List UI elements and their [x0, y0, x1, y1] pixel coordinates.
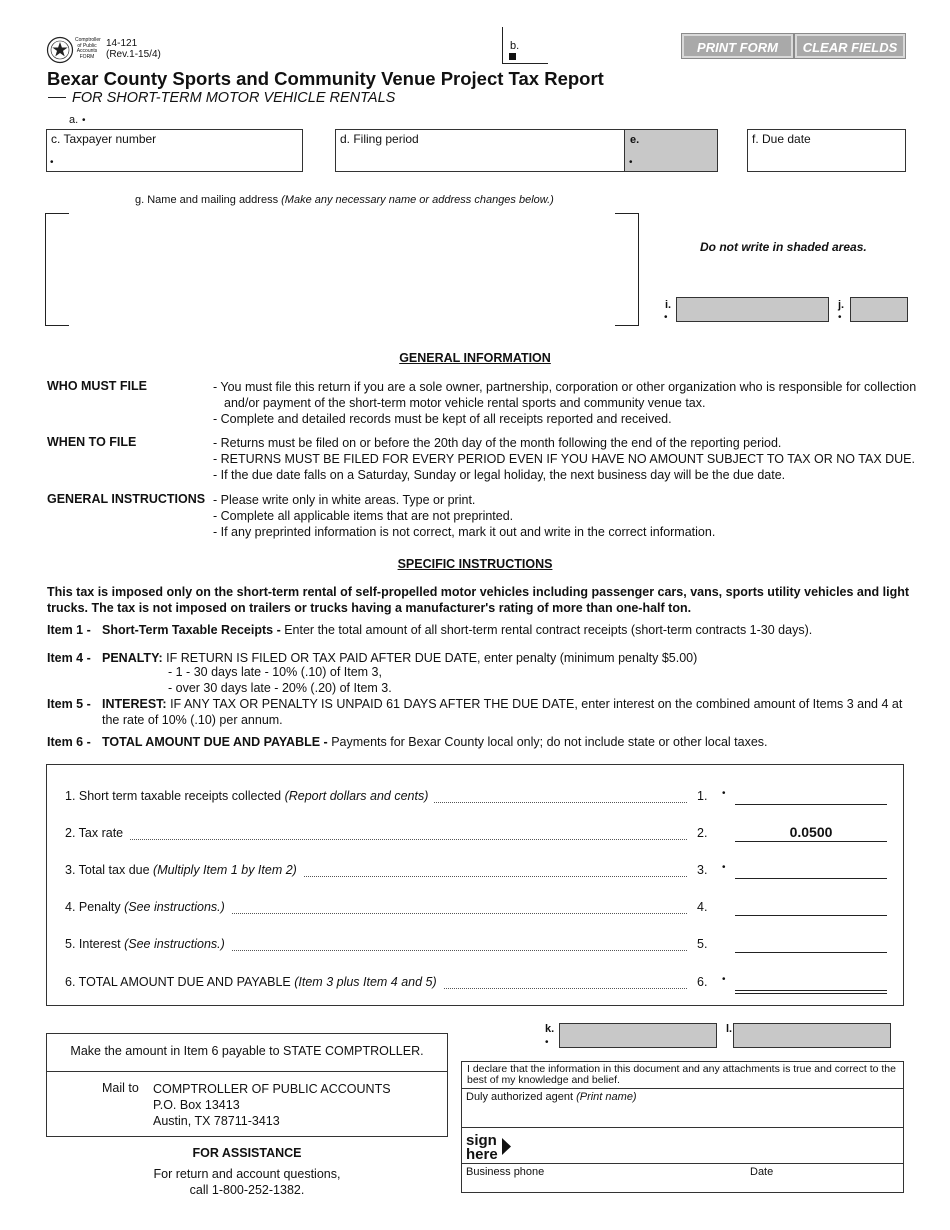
line-label-text: 5. Interest: [65, 937, 125, 951]
line-label: [65, 975, 443, 989]
general-instructions-heading: GENERAL INSTRUCTIONS: [47, 492, 206, 506]
address-label-note: (Make any necessary name or address changes below.): [281, 194, 554, 206]
field-e-label: e.: [630, 134, 640, 146]
signature-line[interactable]: [462, 1163, 903, 1164]
form-revision: (Rev.1-15/4): [106, 49, 161, 60]
tax-line-1: [65, 789, 890, 809]
line-label-note: (See instructions.): [124, 900, 225, 914]
line-label: [65, 789, 434, 803]
line-dot: •: [722, 788, 726, 799]
line-amount-field[interactable]: [735, 841, 887, 842]
tax-line-2: [65, 826, 890, 846]
specific-intro: This tax is imposed only on the short-term rental of self-propelled motor vehicles including passenger cars, vans, sports utility vehicles and light trucks. The tax is not imposed on trailers or trucks having a manufacturer's rating of more than one-half ton.: [47, 585, 909, 615]
line-dot: •: [722, 974, 726, 985]
line-number: 1.: [697, 789, 708, 803]
assistance-block: [46, 1145, 448, 1198]
agent-name-field[interactable]: [466, 1091, 637, 1103]
field-k-shaded: [559, 1023, 717, 1048]
line-value: 0.0500: [789, 824, 833, 840]
form-title: Bexar County Sports and Community Venue Project Tax Report: [47, 68, 604, 89]
line-label: [65, 937, 231, 951]
when-to-file-2: - RETURNS MUST BE FILED FOR EVERY PERIOD EVEN IF YOU HAVE NO AMOUNT SUBJECT TO TAX OR NO TAX DUE.: [213, 452, 915, 466]
field-e-dot: •: [629, 157, 633, 168]
item-1-key: Item 1 -: [47, 623, 91, 637]
agent-name-note: (Print name): [576, 1091, 637, 1103]
line-label: [65, 900, 231, 914]
line-amount-field[interactable]: [735, 952, 887, 953]
item-6-text: Payments for Bexar County local only; do not include state or other local taxes.: [327, 735, 768, 749]
address-field[interactable]: [45, 213, 639, 326]
subtitle-dash: [48, 97, 66, 98]
line-number: 4.: [697, 900, 708, 914]
line-number: 2.: [697, 826, 708, 840]
line-label-note: (See instructions.): [124, 937, 225, 951]
when-to-file-text: [213, 435, 933, 483]
print-form-button[interactable]: PRINT FORM: [682, 34, 793, 58]
when-to-file-1: - Returns must be filed on or before the 20th day of the month following the end of the reporting period.: [213, 436, 782, 450]
address-label: [135, 194, 554, 206]
line-label-text: 2. Tax rate: [65, 826, 124, 840]
business-phone-label: Business phone: [466, 1166, 545, 1178]
mailing-address-1: COMPTROLLER OF PUBLIC ACCOUNTS: [153, 1082, 391, 1096]
line-label-note: (Item 3 plus Item 4 and 5): [294, 975, 437, 989]
filing-period-field[interactable]: [335, 129, 625, 172]
item-4-sub-1: - 1 - 30 days late - 10% (.10) of Item 3,: [168, 665, 382, 679]
when-to-file-3: - If the due date falls on a Saturday, Sunday or legal holiday, the next business day will be the due date.: [213, 468, 786, 482]
item-4-text: IF RETURN IS FILED OR TAX PAID AFTER DUE DATE, enter penalty (minimum penalty $5.00): [162, 651, 698, 665]
general-instructions-1: - Please write only in white areas. Type or print.: [213, 493, 476, 507]
tax-line-5: [65, 937, 890, 957]
item-5-text: IF ANY TAX OR PENALTY IS UNPAID 61 DAYS AFTER THE DUE DATE, enter interest on the combined amount of Items 3 and 4 at the rate of 10% (.10) per annum.: [102, 697, 903, 727]
field-b-label: b.: [510, 40, 520, 52]
field-b-marker: [509, 53, 516, 60]
comptroller-seal-icon: [46, 36, 74, 64]
line-label-note: (Multiply Item 1 by Item 2): [153, 863, 297, 877]
item-4-sub-2: - over 30 days late - 20% (.20) of Item 3.: [168, 681, 392, 695]
field-i-label: i.: [665, 299, 672, 311]
who-must-file-text: [213, 379, 933, 427]
line-label-text: 4. Penalty: [65, 900, 125, 914]
line-number: 5.: [697, 937, 708, 951]
taxpayer-number-field[interactable]: [46, 129, 303, 172]
field-j-label: j.: [838, 299, 845, 311]
who-must-file-2: - Complete and detailed records must be kept of all receipts reported and received.: [213, 412, 672, 426]
field-e-shaded: [624, 129, 718, 172]
who-must-file-heading: WHO MUST FILE: [47, 379, 147, 393]
line-label: [65, 863, 303, 877]
signature-box: [461, 1061, 904, 1193]
declaration-divider: [462, 1088, 903, 1089]
tax-line-6: [65, 975, 890, 995]
clear-fields-button[interactable]: CLEAR FIELDS: [795, 34, 905, 58]
taxpayer-number-label: c. Taxpayer number: [51, 132, 157, 146]
field-i-shaded: [676, 297, 829, 322]
general-instructions-text: [213, 492, 933, 540]
assistance-line-1: For return and account questions,: [153, 1167, 341, 1181]
field-a-dot: •: [82, 115, 86, 126]
item-5-bold: INTEREST:: [102, 697, 167, 711]
line-label-text: 6. TOTAL AMOUNT DUE AND PAYABLE: [65, 975, 295, 989]
assistance-heading: FOR ASSISTANCE: [192, 1146, 302, 1160]
mailing-address-3: Austin, TX 78711-3413: [153, 1114, 280, 1128]
general-info-heading-wrap: [0, 351, 950, 365]
line-dot: •: [722, 862, 726, 873]
tax-line-3: [65, 863, 890, 883]
item-6-key: Item 6 -: [47, 735, 91, 749]
tax-line-4: [65, 900, 890, 920]
specific-instructions-heading: SPECIFIC INSTRUCTIONS: [397, 557, 553, 571]
address-label-text: g. Name and mailing address: [135, 194, 279, 206]
agent-name-label: Duly authorized agent: [466, 1091, 574, 1103]
form-subtitle: FOR SHORT-TERM MOTOR VEHICLE RENTALS: [72, 90, 396, 106]
field-b-divider: [502, 27, 503, 63]
payment-divider: [47, 1071, 447, 1072]
field-l-label: l.: [726, 1023, 733, 1035]
sign-here-arrow-icon: [502, 1138, 511, 1155]
field-j-dot: •: [838, 312, 842, 323]
double-underline: [735, 993, 887, 994]
line-label: [65, 826, 129, 840]
item-4-bold: PENALTY:: [102, 651, 163, 665]
field-j-shaded: [850, 297, 908, 322]
line-number: 3.: [697, 863, 708, 877]
line-number: 6.: [697, 975, 708, 989]
field-k-dot: •: [545, 1037, 549, 1048]
agent-divider: [462, 1127, 903, 1128]
line-amount-field[interactable]: [735, 878, 887, 879]
item-1-bold: Short-Term Taxable Receipts -: [102, 623, 281, 637]
field-a-label: a.: [69, 114, 79, 126]
leader-dots: [65, 839, 687, 840]
general-instructions-3: - If any preprinted information is not correct, mark it out and write in the correct information.: [213, 525, 716, 539]
line-amount-field[interactable]: [735, 990, 887, 991]
general-instructions-2: - Complete all applicable items that are not preprinted.: [213, 509, 514, 523]
field-k-label: k.: [545, 1023, 555, 1035]
mailing-address-2: P.O. Box 13413: [153, 1098, 240, 1112]
due-date-field[interactable]: [747, 129, 906, 172]
item-1-text: Enter the total amount of all short-term rental contract receipts (short-term contracts 1-30 days).: [280, 623, 813, 637]
line-label-text: 3. Total tax due: [65, 863, 154, 877]
form-number: 14-121: [106, 38, 138, 49]
field-l-shaded: [733, 1023, 891, 1048]
item-6-bold: TOTAL AMOUNT DUE AND PAYABLE -: [102, 735, 328, 749]
taxpayer-number-dot: •: [50, 157, 54, 168]
declaration-text: I declare that the information in this document and any attachments is true and correct to the best of my knowledge and belief.: [467, 1063, 896, 1086]
date-label: Date: [750, 1166, 774, 1178]
line-label-text: 1. Short term taxable receipts collected: [65, 789, 285, 803]
mail-to-label: Mail to: [102, 1081, 139, 1095]
filing-period-label: d. Filing period: [340, 132, 419, 146]
due-date-label: f. Due date: [752, 132, 811, 146]
payable-instruction: Make the amount in Item 6 payable to STATE COMPTROLLER.: [70, 1044, 424, 1058]
payment-box: [46, 1033, 448, 1137]
when-to-file-heading: WHEN TO FILE: [47, 435, 137, 449]
general-info-heading: GENERAL INFORMATION: [399, 351, 551, 365]
specific-heading-wrap: [0, 557, 950, 571]
who-must-file-1: - You must file this return if you are a sole owner, partnership, corporation or other organization who is responsible for collection and/or payment of the short-term motor vehicle rental sports and community venue tax.: [213, 380, 917, 410]
seal-caption: Comptroller of Public Accounts FORM: [75, 37, 101, 60]
item-4-key: Item 4 -: [47, 651, 91, 665]
field-b-underline: [502, 63, 548, 64]
mailing-address: [153, 1081, 391, 1129]
line-label-note: (Report dollars and cents): [284, 789, 429, 803]
line-amount-field[interactable]: [735, 804, 887, 805]
line-amount-field[interactable]: [735, 915, 887, 916]
field-i-dot: •: [664, 312, 668, 323]
item-5-key: Item 5 -: [47, 697, 91, 711]
sign-here-label: sign here: [466, 1132, 498, 1163]
shaded-area-note: Do not write in shaded areas.: [700, 240, 867, 254]
assistance-line-2: call 1-800-252-1382.: [189, 1183, 305, 1197]
